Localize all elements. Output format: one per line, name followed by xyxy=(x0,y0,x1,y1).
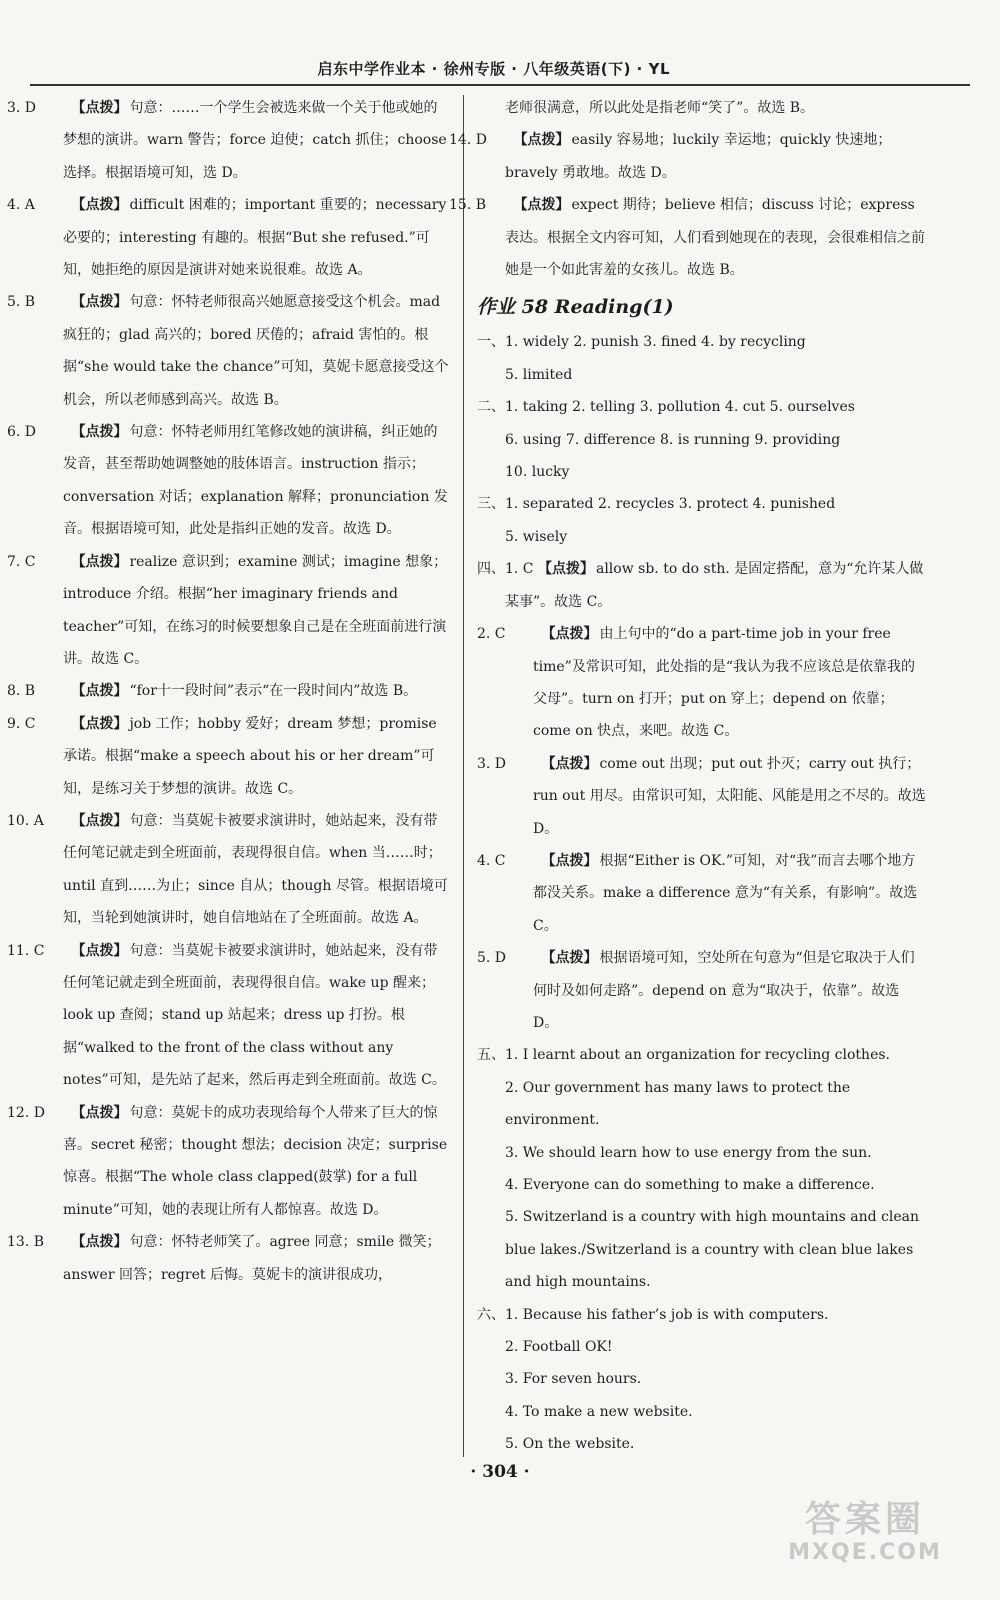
left-column xyxy=(7,92,450,1291)
part5-line: 3. We should learn how to use energy from the sun. xyxy=(505,1144,872,1161)
right-column xyxy=(449,92,927,1461)
part5-line: 4. Everyone can do something to make a difference. xyxy=(505,1177,875,1193)
answer-item: 8. B 【点拨】 “for十一段时间”表示“在一段时间内”故选 B。 xyxy=(7,683,418,700)
answer-item: 3. D 【点拨】 句意：……一个学生会被选来做一个关于他或她的梦想的演讲。warn 警告；force 迫使；catch 抓住；choose 选择。根据语境可知，选 D。 xyxy=(7,100,447,181)
page-number: · 304 · xyxy=(470,1462,530,1482)
answer-item: 12. D 【点拨】 句意：莫妮卡的成功表现给每个人带来了巨大的惊喜。secret 秘密；thought 想法；decision 决定；surprise 惊喜。根据“The whole class clapped(鼓掌) for a full minute”可知，她的表现让所有人都惊喜。故选 D。 xyxy=(7,1104,448,1218)
part6-line: 六、1. Because his father’s job is with computers. xyxy=(477,1306,829,1323)
part6-line: 4. To make a new website. xyxy=(505,1403,693,1420)
part1-line: 5. limited xyxy=(505,366,573,383)
part5-line: 5. Switzerland is a country with high mountains and clean blue lakes./Switzerland is a country with clean blue lakes and high mountains. xyxy=(505,1209,920,1291)
answer-item: 5. B 【点拨】 句意：怀特老师很高兴她愿意接受这个机会。mad 疯狂的；glad 高兴的；bored 厌倦的；afraid 害怕的。根据“she would take the chance”可知，莫妮卡愿意接受这个机会，所以老师感到高兴。故选 B。 xyxy=(7,294,449,408)
column-divider xyxy=(463,95,464,1457)
part2-line: 10. lucky xyxy=(505,464,570,481)
part4-item: 3. D 【点拨】 come out 出现；put out 扑灭；carry out 执行；run out 用尽。由常识可知，太阳能、风能是用之不尽的。故选 D。 xyxy=(477,755,926,837)
section-title: 作业 58 Reading(1) xyxy=(477,296,674,319)
running-header: 启东中学作业本 · 徐州专版 · 八年级英语(下) · YL xyxy=(317,60,670,78)
answer-item: 14. D 【点拨】 easily 容易地；luckily 幸运地；quickly 快速地；bravely 勇敢地。故选 D。 xyxy=(449,132,892,181)
part4-item: 5. D 【点拨】 根据语境可知，空处所在句意为“但是它取决于人们何时及如何走路”。depend on 意为“取决于，依靠”。故选 D。 xyxy=(477,950,915,1031)
answer-item: 11. C 【点拨】 句意：当莫妮卡被要求演讲时，她站起来，没有带任何笔记就走到全班面前，表现得很自信。wake up 醒来；look up 查阅；stand up 站起来；dress up 打扮。根据“walked to the front of the class without any notes”可知，是先站了起来，然后再走到全班面前。故选 C。 xyxy=(7,942,446,1089)
part2-line: 6. using 7. difference 8. is running 9. providing xyxy=(505,431,841,448)
part4-item: 4. C 【点拨】 根据“Either is OK.”可知，对“我”而言去哪个地方都没关系。make a difference 意为“有关系，有影响”。故选 C。 xyxy=(477,852,918,934)
part2-line: 二、1. taking 2. telling 3. pollution 4. cut 5. ourselves xyxy=(477,399,855,416)
answer-item: 7. C 【点拨】 realize 意识到；examine 测试；imagine 想象；introduce 介绍。根据“her imaginary friends and teacher”可知，在练习的时候要想象自己是在全班面前进行演讲。故选 C。 xyxy=(7,553,448,667)
watermark-url: MXQE.COM xyxy=(788,1540,942,1565)
answer-item: 15. B 【点拨】 expect 期待；believe 相信；discuss 讨论；express 表达。根据全文内容可知，人们看到她现在的表现，会很难相信之前她是一个如此害羞的女孩儿。故选 B。 xyxy=(449,197,925,279)
part3-line: 5. wisely xyxy=(505,528,568,545)
answer-item-continued: 老师很满意，所以此处是指老师“笑了”。故选 B。 xyxy=(505,100,815,116)
watermark-logo xyxy=(770,1500,960,1570)
header-rule xyxy=(30,84,970,86)
part1-line: 一、1. widely 2. punish 3. fined 4. by recycling xyxy=(477,334,806,351)
part6-line: 3. For seven hours. xyxy=(505,1371,642,1388)
part5-line: 五、1. I learnt about an organization for recycling clothes. xyxy=(477,1047,890,1064)
part6-line: 2. Football OK! xyxy=(505,1339,613,1356)
answer-item: 4. A 【点拨】 difficult 困难的；important 重要的；necessary 必要的；interesting 有趣的。根据“But she refused.”可知，她拒绝的原因是演讲对她来说很难。故选 A。 xyxy=(7,197,447,279)
part4-item: 四、1. C 【点拨】 allow sb. to do sth. 是固定搭配，意为“允许某人做某事”。故选 C。 xyxy=(477,561,924,610)
watermark-text: 答案圈 xyxy=(804,1499,925,1540)
answer-item: 9. C 【点拨】 job 工作；hobby 爱好；dream 梦想；promise 承诺。根据“make a speech about his or her dream”可知，是练习关于梦想的演讲。故选 C。 xyxy=(7,715,437,797)
answer-item: 6. D 【点拨】 句意：怀特老师用红笔修改她的演讲稿，纠正她的发音，甚至帮助她调整她的肢体语言。instruction 指示；conversation 对话；explanation 解释；pronunciation 发音。根据语境可知，此处是指纠正她的发音。故选 D。 xyxy=(7,424,448,538)
part3-line: 三、1. separated 2. recycles 3. protect 4. punished xyxy=(477,496,836,513)
part5-line: 2. Our government has many laws to protect the environment. xyxy=(505,1079,851,1129)
part6-line: 5. On the website. xyxy=(505,1436,635,1453)
answer-item: 10. A 【点拨】 句意：当莫妮卡被要求演讲时，她站起来，没有带任何笔记就走到全班面前，表现得很自信。when 当……时；until 直到……为止；since 自从；though 尽管。根据语境可知，当轮到她演讲时，她自信地站在了全班面前。故选 A。 xyxy=(7,812,448,927)
answer-item: 13. B 【点拨】 句意：怀特老师笑了。agree 同意；smile 微笑；answer 回答；regret 后悔。莫妮卡的演讲很成功， xyxy=(7,1234,441,1283)
part4-item: 2. C 【点拨】 由上句中的“do a part-time job in your free time”及常识可知，此处指的是“我认为我不应该总是依靠我的父母”。turn on 打开；put on 穿上；depend on 依靠；come on 快点，来吧。故选 C。 xyxy=(477,626,915,740)
